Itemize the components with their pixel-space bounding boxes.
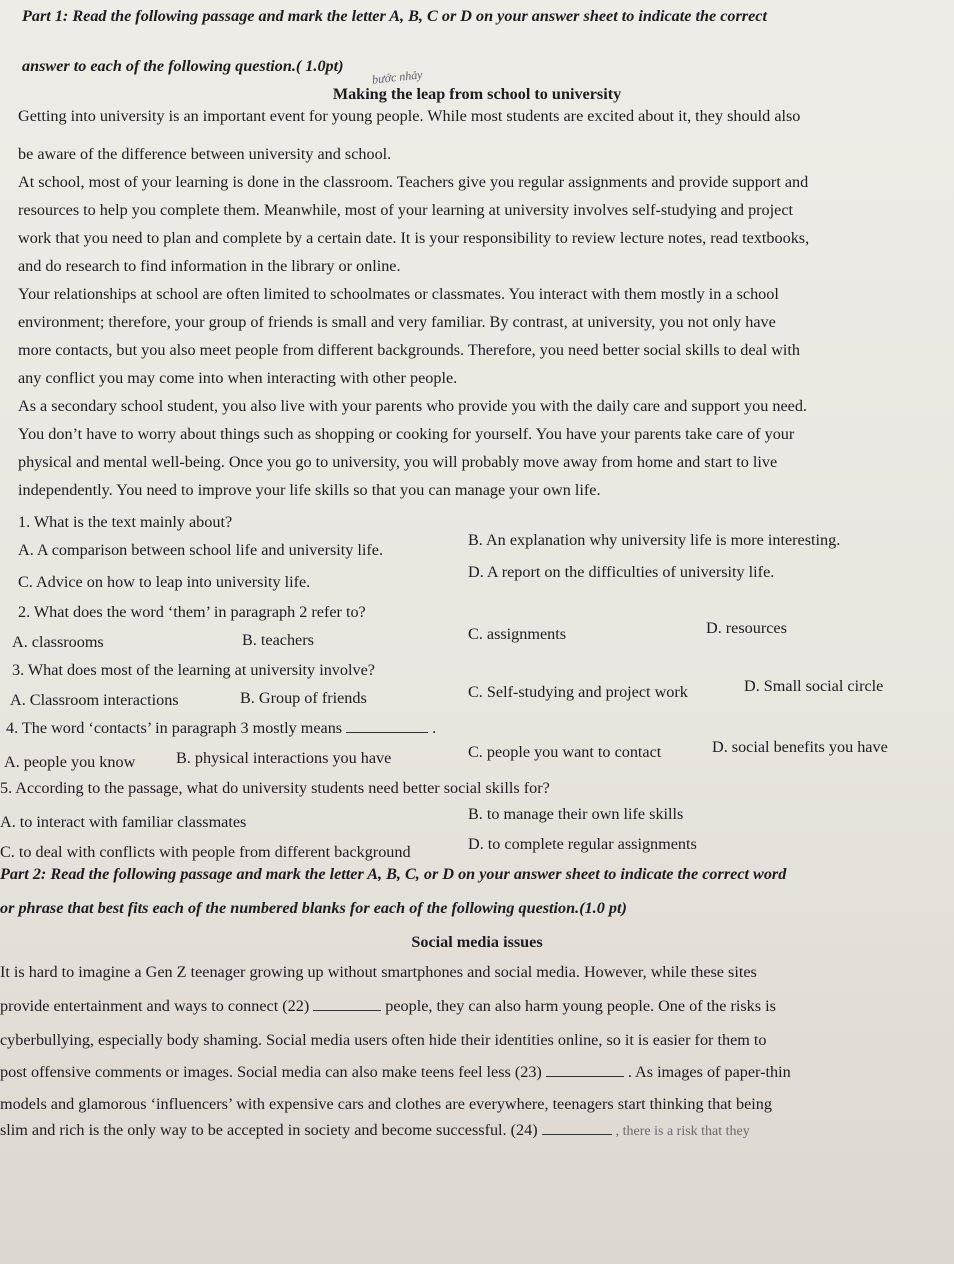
passage1-line: be aware of the difference between university and school. xyxy=(18,145,392,163)
passage2-line: cyberbullying, especially body shaming. Social media users often hide their identities online, so it is easier for them to xyxy=(0,1031,767,1049)
q1-option-c[interactable]: C. Advice on how to leap into university life. xyxy=(18,573,311,591)
passage2-line: models and glamorous ‘influencers’ with expensive cars and clothes are everywhere, teenagers start thinking that being xyxy=(0,1095,772,1113)
passage1-line: Your relationships at school are often limited to schoolmates or classmates. You interact with them mostly in a school xyxy=(18,285,779,303)
passage2-title: Social media issues xyxy=(411,933,543,951)
q4-option-a[interactable]: A. people you know xyxy=(4,753,136,771)
q3-option-c[interactable]: C. Self-studying and project work xyxy=(468,683,688,701)
question-5: 5. According to the passage, what do university students need better social skills for? xyxy=(0,779,550,797)
blank-24[interactable] xyxy=(542,1120,612,1135)
question-4: 4. The word ‘contacts’ in paragraph 3 mostly means . xyxy=(6,719,437,737)
q3-option-d[interactable]: D. Small social circle xyxy=(744,677,884,695)
question-3: 3. What does most of the learning at university involve? xyxy=(12,661,375,679)
q2-option-b[interactable]: B. teachers xyxy=(242,631,314,649)
passage2-text: people, they can also harm young people. One of the risks is xyxy=(385,997,776,1015)
q1-option-d[interactable]: D. A report on the difficulties of university life. xyxy=(468,563,775,581)
passage1-title: Making the leap from school to university xyxy=(332,85,622,103)
part2-instruction-line1: Part 2: Read the following passage and mark the letter A, B, C, or D on your answer sheet to indicate the correct word xyxy=(0,865,787,883)
q2-option-c[interactable]: C. assignments xyxy=(468,625,567,643)
passage2-text: provide entertainment and ways to connect (22) xyxy=(0,997,310,1015)
q2-option-a[interactable]: A. classrooms xyxy=(12,633,104,651)
passage2-line xyxy=(0,996,934,1016)
answer-blank xyxy=(346,718,428,733)
passage1-line: and do research to find information in the library or online. xyxy=(18,257,401,275)
passage1-line: resources to help you complete them. Meanwhile, most of your learning at university involves self-studying and project xyxy=(18,201,794,219)
q2-option-d[interactable]: D. resources xyxy=(706,619,787,637)
question-1: 1. What is the text mainly about? xyxy=(18,513,233,531)
part1-instruction-line1: Part 1: Read the following passage and mark the letter A, B, C or D on your answer sheet to indicate the correct xyxy=(22,7,767,25)
q1-option-b[interactable]: B. An explanation why university life is more interesting. xyxy=(468,531,841,549)
q4-option-d[interactable]: D. social benefits you have xyxy=(712,738,888,756)
passage2-text: . As images of paper-thin xyxy=(627,1063,791,1081)
passage1-line: any conflict you may come into when interacting with other people. xyxy=(18,369,458,387)
passage2-text: , there is a risk that they xyxy=(615,1124,750,1139)
passage1-line: At school, most of your learning is done in the classroom. Teachers give you regular assignments and provide support and xyxy=(18,173,809,191)
q5-option-b[interactable]: B. to manage their own life skills xyxy=(468,805,684,823)
passage1-line: physical and mental well-being. Once you go to university, you will probably move away from home and start to live xyxy=(18,453,778,471)
blank-22[interactable] xyxy=(313,996,381,1011)
question-4-text: 4. The word ‘contacts’ in paragraph 3 mostly means xyxy=(6,719,343,737)
blank-23[interactable] xyxy=(546,1062,624,1077)
passage1-line: Getting into university is an important event for young people. While most students are excited about it, they should also xyxy=(18,107,801,125)
passage1-line: work that you need to plan and complete by a certain date. It is your responsibility to review lecture notes, read textbooks, xyxy=(18,229,810,247)
q3-option-a[interactable]: A. Classroom interactions xyxy=(10,691,179,709)
passage2-line: It is hard to imagine a Gen Z teenager growing up without smartphones and social media. However, while these sites xyxy=(0,963,757,981)
passage2-line xyxy=(0,1120,934,1142)
passage2-text: post offensive comments or images. Social media can also make teens feel less (23) xyxy=(0,1063,542,1081)
q3-option-b[interactable]: B. Group of friends xyxy=(240,689,367,707)
q1-option-a[interactable]: A. A comparison between school life and university life. xyxy=(18,541,384,559)
q5-option-c[interactable]: C. to deal with conflicts with people from different background xyxy=(0,843,411,861)
passage1-line: more contacts, but you also meet people from different backgrounds. Therefore, you need better social skills to deal with xyxy=(18,341,801,359)
question-2: 2. What does the word ‘them’ in paragraph 2 refer to? xyxy=(18,603,366,621)
passage2-line xyxy=(0,1062,934,1082)
q4-option-b[interactable]: B. physical interactions you have xyxy=(176,749,392,767)
q5-option-d[interactable]: D. to complete regular assignments xyxy=(468,835,697,853)
passage1-line: independently. You need to improve your life skills so that you can manage your own life. xyxy=(18,481,601,499)
passage1-line: environment; therefore, your group of friends is small and very familiar. By contrast, at university, you not only have xyxy=(18,313,776,331)
passage1-line: As a secondary school student, you also live with your parents who provide you with the daily care and support you need. xyxy=(18,397,807,415)
q4-option-c[interactable]: C. people you want to contact xyxy=(468,743,662,761)
part2-instruction-line2: or phrase that best fits each of the numbered blanks for each of the following question.(1.0 pt) xyxy=(0,899,627,917)
passage1-line: You don’t have to worry about things such as shopping or cooking for yourself. You have your parents take care of your xyxy=(18,425,795,443)
passage2-text: slim and rich is the only way to be accepted in society and become successful. (24) xyxy=(0,1121,538,1139)
q5-option-a[interactable]: A. to interact with familiar classmates xyxy=(0,813,247,831)
handwritten-note: bước nhảy xyxy=(371,67,424,87)
part1-instruction-line2: answer to each of the following question.( 1.0pt) xyxy=(22,57,344,75)
